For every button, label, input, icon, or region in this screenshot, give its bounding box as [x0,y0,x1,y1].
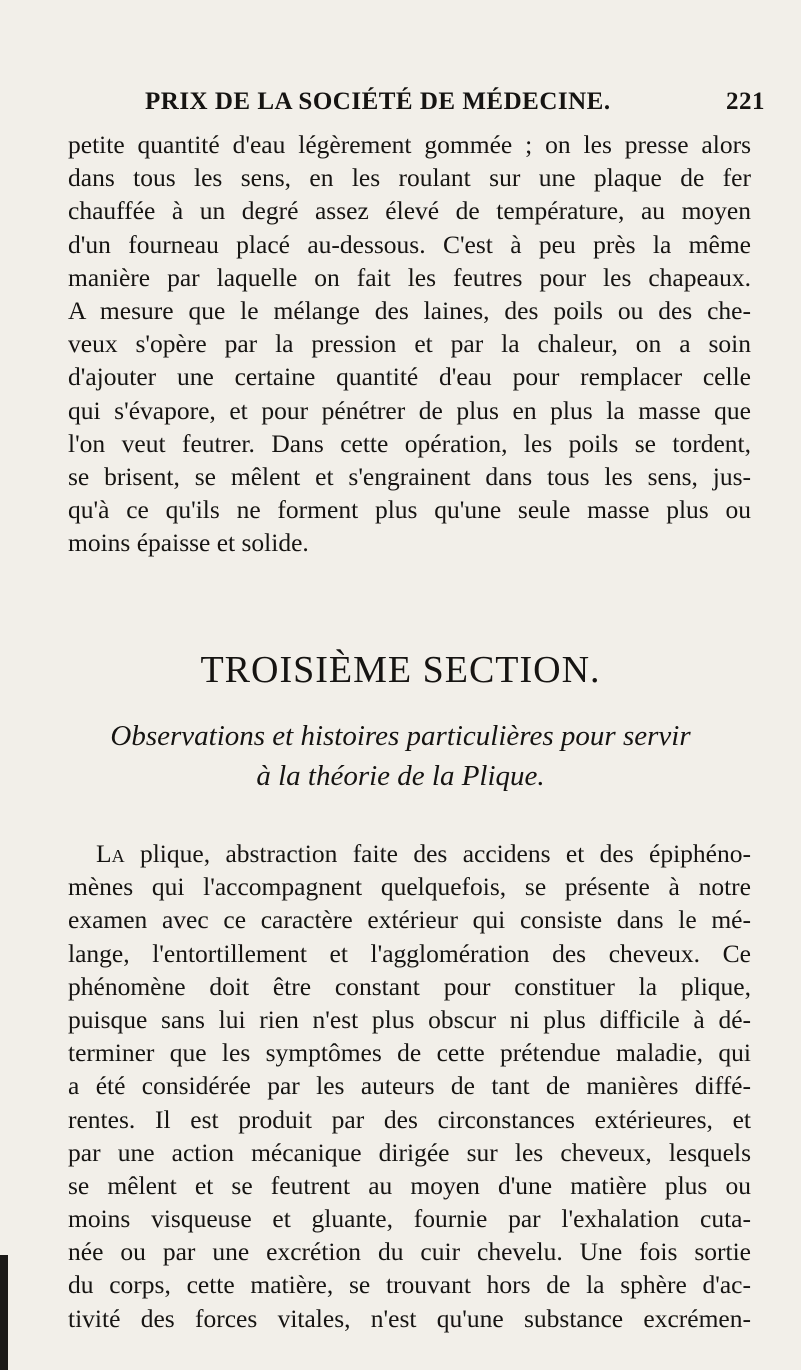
text-line: A mesure que le mélange des laines, des poils ou des che- [68,295,751,325]
section-title: TROISIÈME SECTION. [200,649,601,691]
text-line: petite quantité d'eau légèrement gommée ; on les presse alors [68,130,751,159]
text-line: d'un fourneau placé au-dessous. C'est à peu près la même [68,229,751,259]
text-line: veux s'opère par la pression et par la chaleur, on a soin [68,329,751,359]
text-line: l'on veut feutrer. Dans cette opération, les poils se tordent, [68,428,751,458]
text-line: tivité des forces vitales, n'est qu'une substance excrémen- [68,1303,751,1333]
text-line: lange, l'entortillement et l'agglomération des cheveux. Ce [68,938,751,968]
paragraph-main [68,837,751,1335]
text-line: née ou par une excrétion du cuir chevelu. Une fois sortie [68,1237,751,1267]
text-line: se mêlent et se feutrent au moyen d'une matière plus ou [68,1170,751,1200]
text-line: phénomène doit être constant pour constituer la plique, [68,971,751,1001]
text-line: dans tous les sens, en les roulant sur une plaque de fer [68,163,751,193]
text-line: qui s'évapore, et pour pénétrer de plus en plus la masse que [68,395,751,425]
text-line: manière par laquelle on fait les feutres pour les chapeaux. [68,262,751,292]
text-line: terminer que les symptômes de cette prétendue maladie, qui [68,1038,751,1068]
paragraph-continued [68,128,751,559]
running-head-title: PRIX DE LA SOCIÉTÉ DE MÉDECINE. [145,88,611,115]
text-line: par une action mécanique dirigée sur les cheveux, lesquels [68,1137,751,1167]
text-line: chauffée à un degré assez élevé de température, au moyen [68,196,751,226]
text-line: a été considérée par les auteurs de tant de manières diffé- [68,1071,751,1101]
text-line: qu'à ce qu'ils ne forment plus qu'une seule masse plus ou [68,495,751,525]
text-line: puisque sans lui rien n'est plus obscur ni plus difficile à dé- [68,1004,751,1034]
drop-cap-word: La [96,839,125,868]
text-line-first [68,837,751,870]
text-line: moins épaisse et solide. [68,528,309,558]
text-line: rentes. Il est produit par des circonstances extérieures, et [68,1104,751,1134]
text-line: mènes qui l'accompagnent quelquefois, se présente à notre [68,872,751,902]
first-line-text: plique, abstraction faite des accidens et des épiphéno- [139,839,751,868]
page-edge-shadow [0,1255,8,1370]
section-subtitle-line-1: Observations et histoires particulières pour servir [110,720,691,752]
text-line: moins visqueuse et gluante, fournie par l'exhalation cuta- [68,1204,751,1234]
running-head [145,88,765,124]
text-line: d'ajouter une certaine quantité d'eau pour remplacer celle [68,362,751,392]
section-subtitle-line-2: à la théorie de la Plique. [256,760,545,792]
text-line: se brisent, se mêlent et s'engrainent dans tous les sens, jus- [68,461,751,491]
text-line: examen avec ce caractère extérieur qui consiste dans le mé- [68,905,751,935]
page-number: 221 [726,88,765,115]
text-line: du corps, cette matière, se trouvant hors de la sphère d'ac- [68,1270,751,1300]
